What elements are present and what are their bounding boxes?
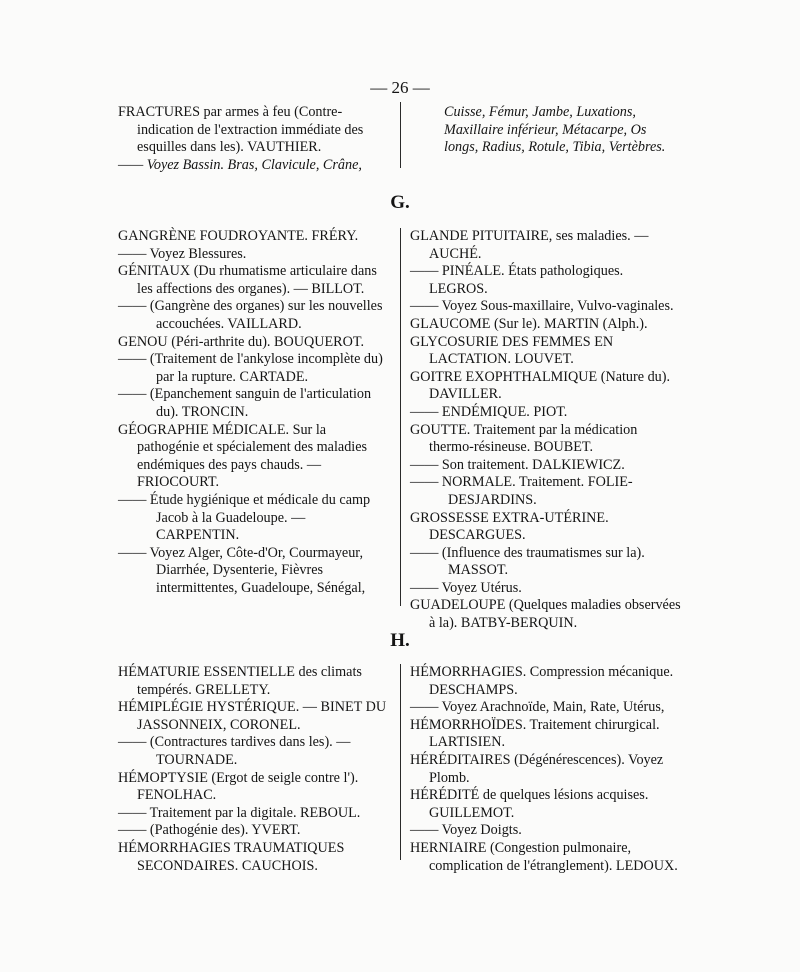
index-entry: —— Étude hygiénique et médicale du camp Jacob à la Guadeloupe. — CARPENTIN.	[118, 491, 371, 544]
index-entry: GANGRÈNE FOUDROYANTE. FRÉRY.	[118, 228, 359, 244]
index-entry: —— Voyez Sous-maxillaire, Vulvo-vaginales.	[410, 298, 674, 315]
index-entry: FENOLHAC.	[137, 787, 217, 804]
index-entry: GÉOGRAPHIE MÉDICALE. Sur la pathogénie et spécialement des maladies endémiques des pays chauds. — FRIOCOURT.	[118, 421, 368, 491]
index-entry: —— Voyez Blessures.	[118, 245, 247, 262]
index-entry: FRACTURES par armes à feu (Contre-indication de l'extraction immédiate des esquilles dans les). VAUTHIER.	[118, 104, 364, 156]
index-entry: HÉMORRHAGIES TRAUMATIQUES SECONDAIRES. CAUCHOIS.	[118, 839, 345, 874]
section-letter-h: H.	[390, 630, 410, 651]
section-g-left-column	[118, 228, 390, 597]
index-entry: —— (Epanchement sanguin de l'articulation du). TRONCIN.	[118, 386, 372, 420]
column-rule	[400, 102, 401, 168]
index-entry: —— (Contractures tardives dans les). — TOURNADE.	[118, 734, 351, 768]
column-rule	[400, 228, 401, 606]
index-entry: HÉMIPLÉGIE HYSTÉRIQUE. — BINET DU JASSONNEIX, CORONEL.	[118, 699, 387, 733]
index-entry: HERNIAIRE (Congestion pulmonaire, complication de l'étranglement). LEDOUX.	[410, 839, 678, 874]
index-entry: GOITRE EXOPHTHALMIQUE (Nature du). DAVILLER.	[410, 368, 671, 403]
index-entry: —— Voyez Arachnoïde, Main, Rate, Utérus,	[410, 699, 665, 716]
page-number: — 26 —	[370, 78, 430, 97]
index-entry: HÉRÉDITÉ de quelques lésions acquises. GUILLEMOT.	[410, 787, 649, 821]
index-entry: GÉNITAUX (Du rhumatisme articulaire dans les affections des organes). — BILLOT.	[118, 263, 377, 297]
index-entry: GLANDE PITUITAIRE, ses maladies. — AUCHÉ.	[410, 228, 649, 262]
index-entry: —— ENDÉMIQUE. PIOT.	[410, 403, 568, 420]
index-entry: —— (Pathogénie des). YVERT.	[118, 822, 301, 839]
index-entry: HÉMORRHAGIES. Compression mécanique. DESCHAMPS.	[410, 664, 674, 698]
index-entry: Cuisse, Fémur, Jambe, Luxations, Maxillaire inférieur, Métacarpe, Os longs, Radius, Rotule, Tibia, Vertèbres.	[444, 104, 666, 156]
section-f-right-column	[444, 104, 680, 157]
section-f-left-column	[118, 104, 388, 174]
index-entry: HÉRÉDITAIRES (Dégénérescences). Voyez Plomb.	[410, 751, 664, 786]
index-entry: GROSSESSE EXTRA-UTÉRINE. DESCARGUES.	[410, 509, 609, 544]
index-entry: —— Voyez Alger, Côte-d'Or, Courmayeur, Diarrhée, Dysenterie, Fièvres intermittentes, Guadeloupe, Sénégal,	[118, 544, 366, 596]
index-entry: —— Voyez Utérus.	[410, 579, 522, 596]
index-entry: GLYCOSURIE DES FEMMES EN LACTATION. LOUVET.	[410, 333, 614, 368]
index-entry: —— NORMALE. Traitement. FOLIE-DESJARDINS.	[410, 474, 633, 508]
index-entry: —— Traitement par la digitale. REBOUL.	[118, 804, 361, 821]
section-h-right-column	[410, 664, 682, 875]
index-entry: —— (Influence des traumatismes sur la). MASSOT.	[410, 544, 645, 579]
section-letter-g: G.	[390, 192, 410, 213]
column-rule	[400, 664, 401, 860]
index-entry: —— (Traitement de l'ankylose incomplète du) par la rupture. CARTADE.	[118, 351, 383, 385]
section-g-right-column	[410, 228, 682, 633]
index-entry: HÉMOPTYSIE (Ergot de seigle contre l').	[118, 769, 359, 786]
index-entry: —— (Gangrène des organes) sur les nouvelles accouchées. VAILLARD.	[118, 298, 383, 332]
index-entry: HÉMATURIE ESSENTIELLE des climats tempérés. GRELLETY.	[118, 664, 362, 698]
index-entry: —— Voyez Doigts.	[410, 822, 522, 839]
section-h-left-column	[118, 664, 390, 875]
index-entry: —— Son traitement. DALKIEWICZ.	[410, 456, 625, 473]
index-entry: GLAUCOME (Sur le). MARTIN (Alph.).	[410, 315, 648, 332]
index-entry: GOUTTE. Traitement par la médication thermo-résineuse. BOUBET.	[410, 421, 638, 456]
index-entry: —— Voyez Bassin. Bras, Clavicule, Crâne,	[118, 156, 362, 173]
index-entry: GUADELOUPE (Quelques maladies observées à la). BATBY-BERQUIN.	[410, 597, 681, 632]
index-entry: —— PINÉALE. États pathologiques. LEGROS.	[410, 263, 624, 297]
index-entry: HÉMORRHOÏDES. Traitement chirurgical. LARTISIEN.	[410, 716, 660, 751]
index-entry: GENOU (Péri-arthrite du). BOUQUEROT.	[118, 333, 364, 350]
